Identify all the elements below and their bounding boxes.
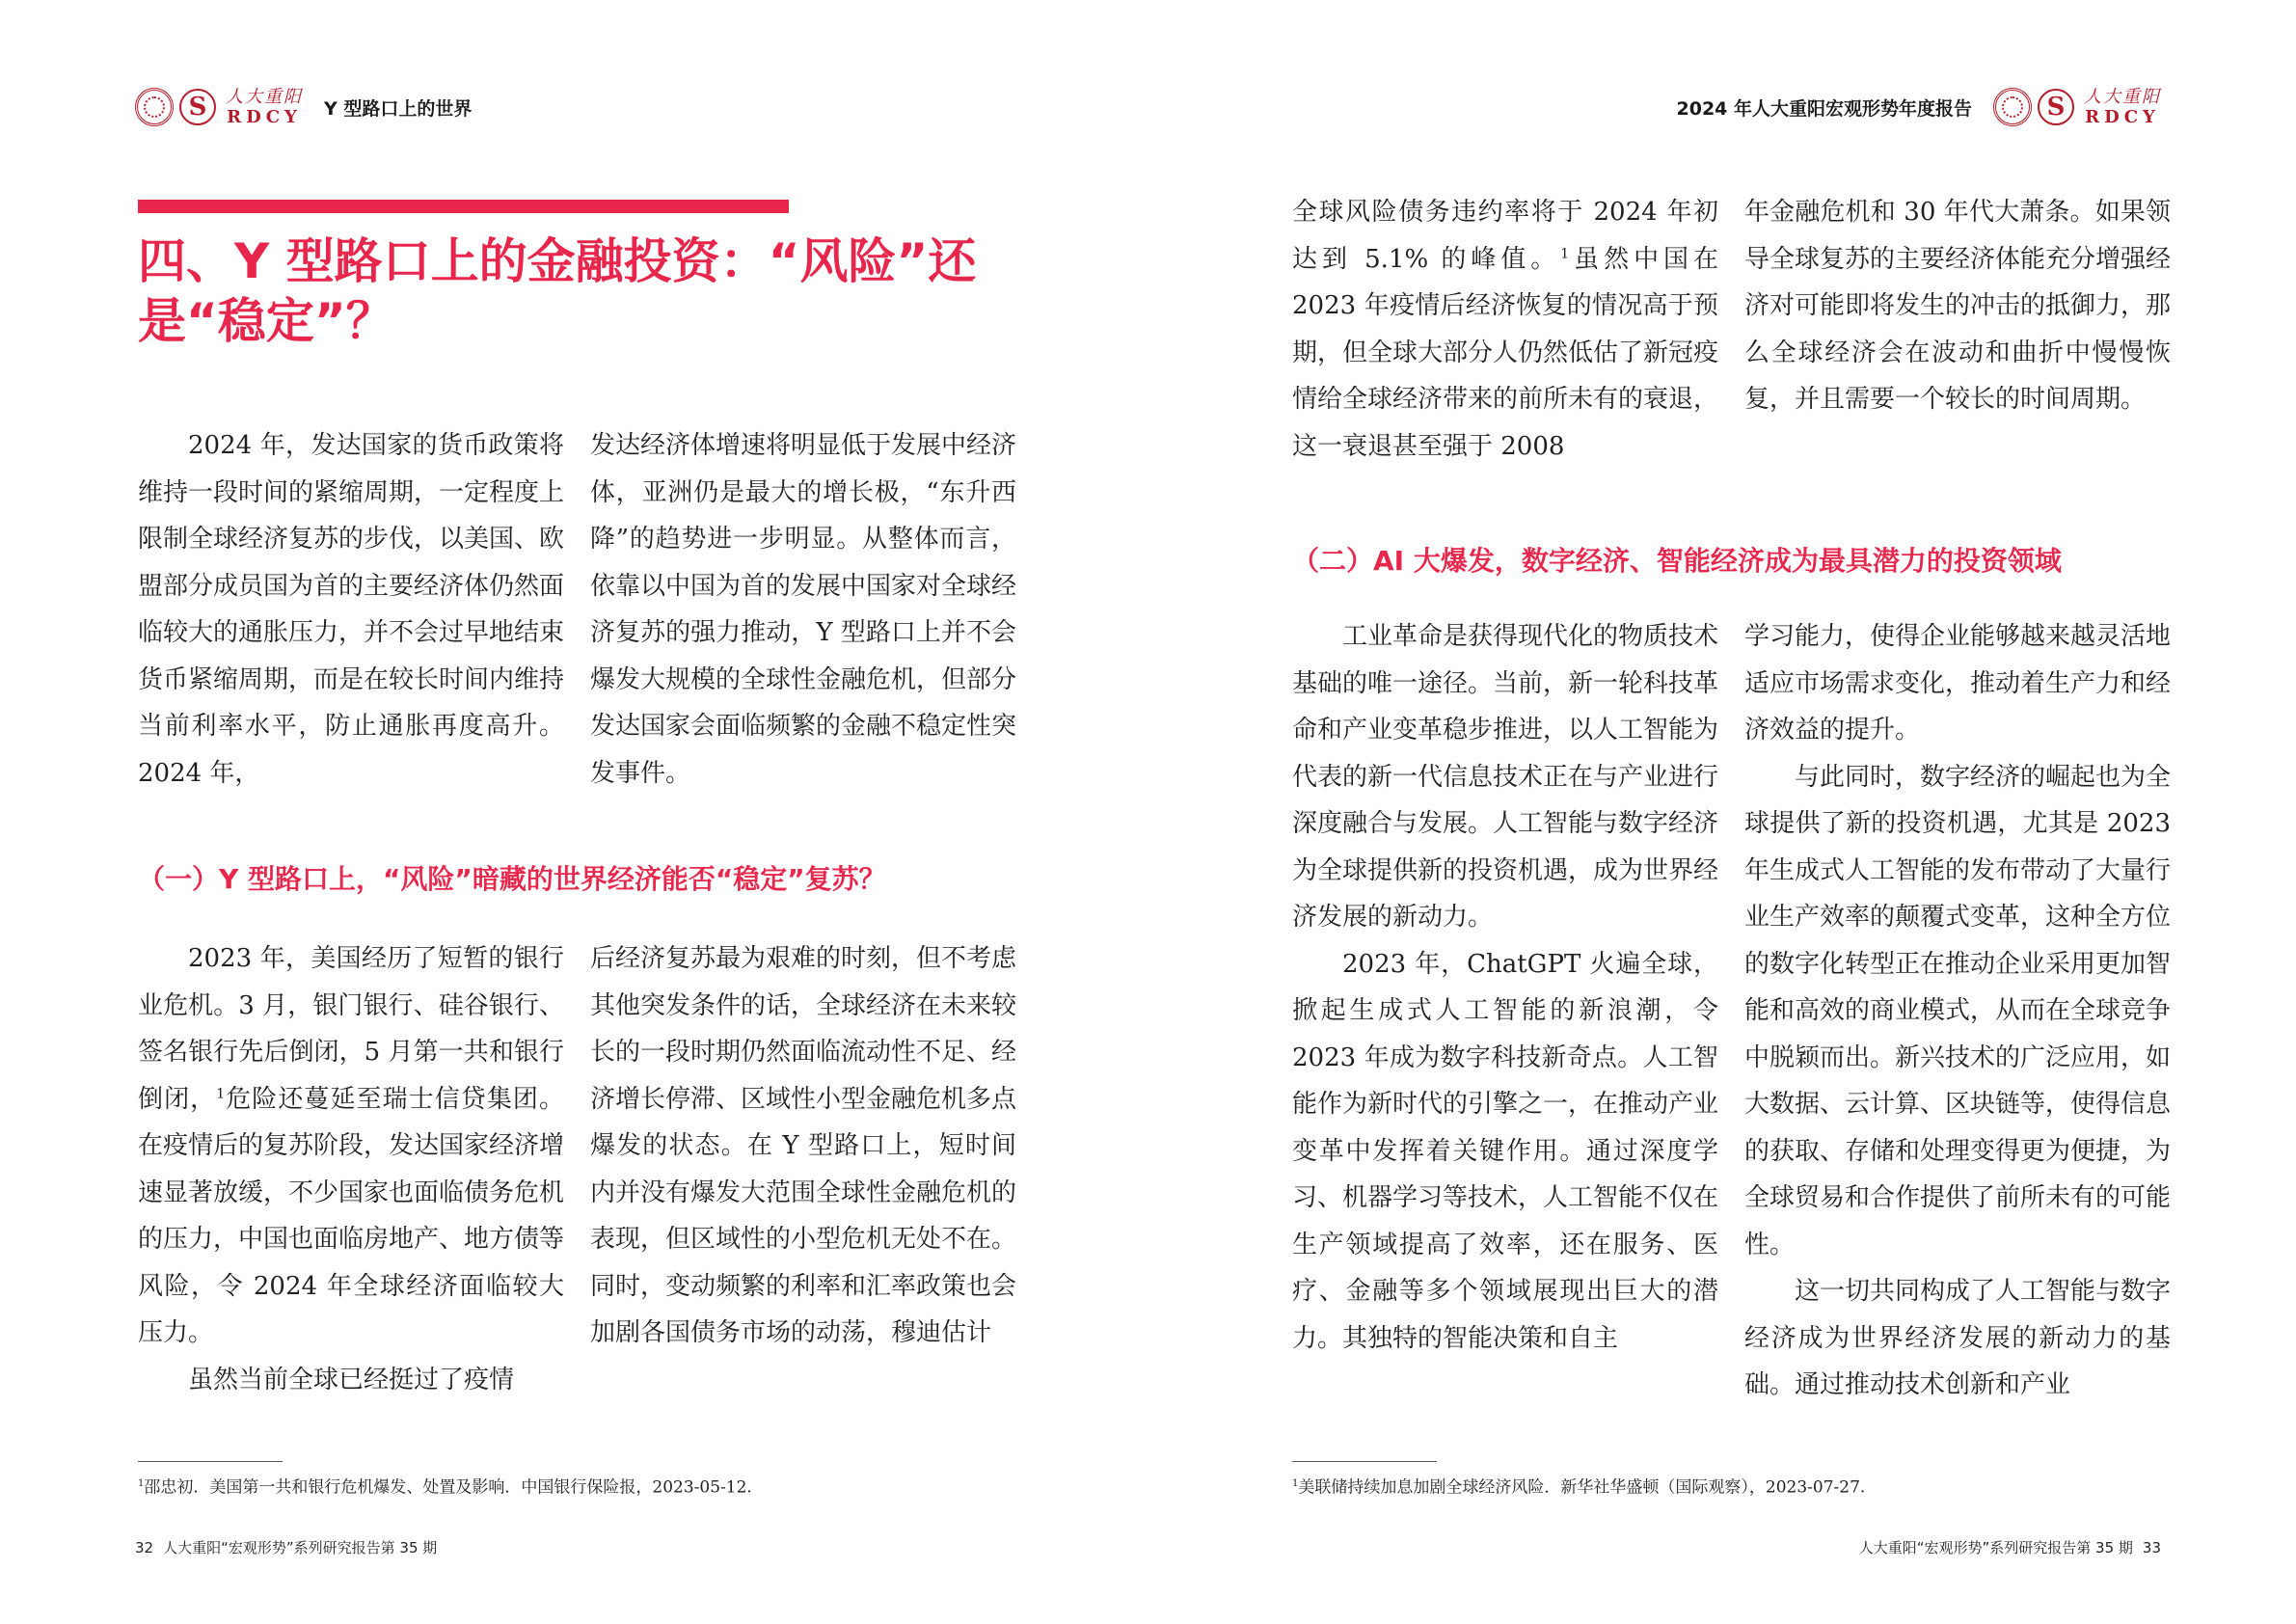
paragraph: 2023 年，ChatGPT 火遍全球，掀起生成式人工智能的新浪潮，令 2023 年成为数字科技新奇点。人工智能作为新时代的引擎之一，在推动产业变革中发挥着关键作用。通过深度学习、机器学习等技术，人工智能不仅在生产领域提高了效率，还在服务、医疗、金融等多个领域展现出巨大的潜力。其独特的智能决策和自主	[1292, 949, 1719, 1353]
logo-en-text: RDCY	[227, 106, 302, 127]
intro-column-1	[138, 422, 564, 797]
chapter-accent-bar	[138, 200, 789, 213]
footnote-ref: 1	[216, 1085, 226, 1101]
paragraph: 这一切共同构成了人工智能与数字经济成为世界经济发展的新动力的基础。通过推动技术创新和产业	[1744, 1277, 2172, 1399]
logo-cn-text: 人大重阳	[226, 86, 303, 107]
section-title-2: （二）AI 大爆发，数字经济、智能经济成为最具潜力的投资领域	[1292, 545, 2062, 577]
paragraph: 工业革命是获得现代化的物质技术基础的唯一途径。当前，新一轮科技革命和产业变革稳步推进，以人工智能为代表的新一代信息技术正在与产业进行深度融合与发展。人工智能与数字经济为全球提供新的投资机遇，成为世界经济发展的新动力。	[1292, 622, 1719, 932]
paragraph: 年金融危机和 30 年代大萧条。如果领导全球复苏的主要经济体能充分增强经济对可能即将发生的冲击的抵御力，那么全球经济会在波动和曲折中慢慢恢复，并且需要一个较长的时间周期。	[1744, 198, 2172, 414]
paragraph: 全球风险债务违约率将于 2024 年初达到 5.1% 的峰值。$^1$虽然中国在 2023 年疫情后经济恢复的情况高于预期，但全球大部分人仍然低估了新冠疫情给全球经济带来的前所未有的衰退，这一衰退甚至强于 2008	[1292, 198, 1719, 461]
footnote-rule	[138, 1461, 283, 1462]
section-title-1: （一）Y 型路口上，“风险”暗藏的世界经济能否“稳定”复苏？	[138, 863, 886, 895]
footer-series: 人大重阳“宏观形势”系列研究报告第 35 期	[1858, 1539, 2133, 1556]
left-header	[135, 83, 472, 131]
paragraph: 后经济复苏最为艰难的时刻，但不考虑其他突发条件的话，全球经济在未来较长的一段时期仍然面临流动性不足、经济增长停滞、区域性小型金融危机多点爆发的状态。在 Y 型路口上，短时间内并没有爆发大范围全球性金融危机的表现，但区域性的小型危机无处不在。同时，变动频繁的利率和汇率政策也会加剧各国债务市场的动荡，穆迪估计	[590, 944, 1017, 1347]
footnote: $^1$美联储持续加息加剧全球经济风险．新华社华盛顿（国际观察），2023-07-27.	[1292, 1477, 1866, 1498]
paragraph: 2024 年，发达国家的货币政策将维持一段时间的紧缩周期，一定程度上限制全球经济复苏的步伐，以美国、欧盟部分成员国为首的主要经济体仍然面临较大的通胀压力，并不会过早地结束货币紧缩周期，而是在较长时间内维持当前利率水平，防止通胀再度高升。2024 年，	[138, 431, 565, 788]
paragraph: 学习能力，使得企业能够越来越灵活地适应市场需求变化，推动着生产力和经济效益的提升。	[1744, 622, 2172, 744]
paragraph: 虽然当前全球已经挺过了疫情	[188, 1365, 515, 1394]
logo-cn-text: 人大重阳	[2084, 86, 2161, 107]
seal-icon	[1993, 88, 2032, 126]
page-number: 32	[135, 1539, 154, 1556]
footnote: $^1$邵忠初．美国第一共和银行危机爆发、处置及影响．中国银行保险报，2023-05-12.	[138, 1477, 752, 1498]
right-page	[1148, 0, 2296, 1624]
top-column-2	[1744, 189, 2171, 423]
right-header	[1677, 83, 2162, 131]
section1-column-1	[138, 935, 564, 1403]
section2-column-2	[1744, 613, 2171, 1409]
page-footer	[1859, 1537, 2171, 1557]
footnote-ref: 1	[1560, 245, 1570, 261]
rdcy-logo	[1993, 88, 2161, 126]
section2-column-1	[1292, 613, 1718, 1362]
logo-en-text: RDCY	[2085, 106, 2160, 127]
chapter-title: 四、Y 型路口上的金融投资：“风险”还是“稳定”？	[138, 233, 977, 349]
seal-icon	[135, 88, 174, 126]
intro-column-2	[590, 422, 1016, 797]
header-title: 2024 年人大重阳宏观形势年度报告	[1676, 97, 1972, 120]
footnote-rule	[1292, 1461, 1437, 1462]
paragraph: 2023 年，美国经历了短暂的银行业危机。3 月，银门银行、硅谷银行、签名银行先后倒闭，5 月第一共和银行倒闭，$^1$危险还蔓延至瑞士信贷集团。在疫情后的复苏阶段，发达国家经济增速显著放缓，不少国家也面临债务危机的压力，中国也面临房地产、地方债等风险，令 2024 年全球经济面临较大压力。	[138, 944, 565, 1347]
s-emblem-icon: S	[2038, 89, 2074, 125]
s-emblem-icon: S	[179, 89, 216, 125]
section1-column-2	[590, 935, 1016, 1357]
rdcy-logo	[135, 88, 303, 126]
page-number: 33	[2142, 1539, 2161, 1556]
paragraph: 发达经济体增速将明显低于发展中经济体，亚洲仍是最大的增长极，“东升西降”的趋势进一步明显。从整体而言，依靠以中国为首的发展中国家对全球经济复苏的强力推动，Y 型路口上并不会爆发大规模的全球性金融危机，但部分发达国家会面临频繁的金融不稳定性突发事件。	[590, 431, 1017, 788]
header-title: Y 型路口上的世界	[324, 97, 473, 120]
page-footer	[125, 1537, 437, 1557]
footer-series: 人大重阳“宏观形势”系列研究报告第 35 期	[163, 1539, 438, 1556]
top-column-1	[1292, 189, 1718, 470]
paragraph: 与此同时，数字经济的崛起也为全球提供了新的投资机遇，尤其是 2023 年生成式人工智能的发布带动了大量行业生产效率的颠覆式变革，这种全方位的数字化转型正在推动企业采用更加智能和高效的商业模式，从而在全球竞争中脱颖而出。新兴技术的广泛应用，如大数据、云计算、区块链等，使得信息的获取、存储和处理变得更为便捷，为全球贸易和合作提供了前所未有的可能性。	[1744, 762, 2172, 1259]
